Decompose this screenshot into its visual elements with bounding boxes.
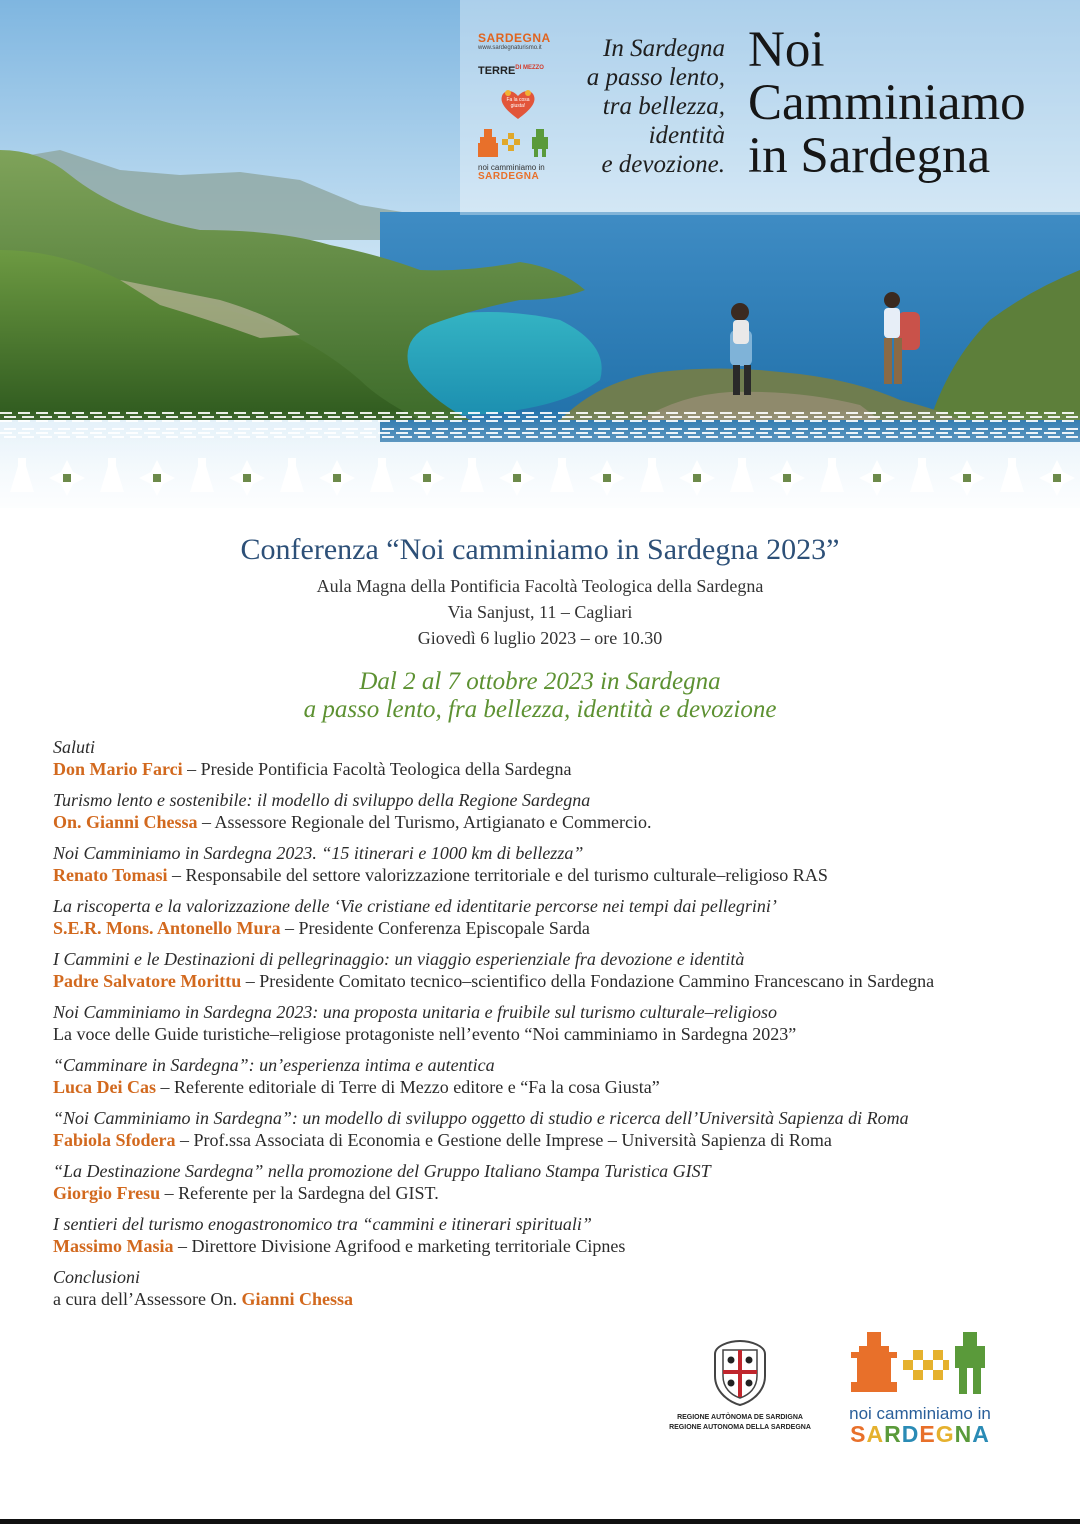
program-conclusion: Conclusioni a cura dell’Assessore On. Gianni Chessa <box>53 1267 353 1309</box>
speaker-role: – Referente per la Sardegna del GIST. <box>160 1183 439 1203</box>
program-item: La riscoperta e la valorizzazione delle ‘Vie cristiane ed identitarie percorse nei tempi dai pellegrini’ S.E.R. Mons. Antonello Mura – Presidente Conferenza Episcopale Sarda <box>53 896 777 938</box>
speaker-role: – Referente editoriale di Terre di Mezzo editore e “Fa la cosa Giusta” <box>156 1077 660 1097</box>
program-item: “Camminare in Sardegna”: un’esperienza intima e autentica Luca Dei Cas – Referente editoriale di Terre di Mezzo editore e “Fa la cosa Giusta” <box>53 1055 660 1097</box>
terre-di-mezzo-logo: $TERRE^{DI MEZZO}$ <box>478 65 544 77</box>
speaker-name: Luca Dei Cas <box>53 1077 156 1097</box>
event-datetime: Giovedì 6 luglio 2023 – ore 10.30 <box>417 628 663 648</box>
speaker-role: – Prof.ssa Associata di Economia e Gestione delle Imprese – Università Sapienza di Roma <box>175 1130 832 1150</box>
wordmark-letter: N <box>954 1421 973 1447</box>
wordmark-letter: R <box>884 1421 902 1447</box>
program-item: Turismo lento e sostenibile: il modello di sviluppo della Regione Sardegna On. Gianni Chessa – Assessore Regionale del Turismo, Artigianato e Commercio. <box>53 790 652 832</box>
wordmark-letter: A <box>866 1421 885 1447</box>
pixel-figures-icon <box>478 129 558 159</box>
speaker-name: On. Gianni Chessa <box>53 812 198 832</box>
hero-title: Noi Camminiamo in Sardegna <box>748 22 1026 184</box>
event-motto: a passo lento, fra bellezza, identità e devozione <box>303 696 777 723</box>
coat-of-arms-icon <box>711 1340 769 1406</box>
speaker-name: S.E.R. Mons. Antonello Mura <box>53 918 281 938</box>
regione-sardegna-logo: REGIONE AUTÒNOMA DE SARDIGNA REGIONE AUTONOMA DELLA SARDEGNA <box>660 1340 820 1433</box>
speaker-role: – Preside Pontificia Facoltà Teologica della Sardegna <box>182 759 572 779</box>
speaker-name: Fabiola Sfodera <box>53 1130 176 1150</box>
hero-banner <box>0 0 1080 508</box>
fa-la-cosa-giusta-logo: Fa la cosa giusta! <box>498 87 538 121</box>
sardegna-turismo-url: www.sardegnaturismo.it <box>478 45 542 51</box>
speaker-name: Renato Tomasi <box>53 865 168 885</box>
program-item: Saluti Don Mario Farci – Preside Pontificia Facoltà Teologica della Sardegna <box>53 737 572 779</box>
venue-address: Via Sanjust, 11 – Cagliari <box>447 602 633 622</box>
bottom-border <box>0 1519 1080 1524</box>
wordmark-letter: D <box>901 1421 920 1447</box>
noi-camminiamo-small-logo: noi camminiamo in SARDEGNA <box>478 129 560 182</box>
speaker-role: – Assessore Regionale del Turismo, Artigianato e Commercio. <box>197 812 652 832</box>
sardegna-wordmark <box>840 1422 1000 1446</box>
program-item: Noi Camminiamo in Sardegna 2023: una proposta unitaria e fruibile sul turismo culturale–religioso La voce delle Guide turistiche–religiose protagoniste nell’evento “Noi camminiamo in Sardegna 2023” <box>53 1002 797 1044</box>
program-item: “Noi Camminiamo in Sardegna”: un modello di sviluppo oggetto di studio e ricerca dell’Università Sapienza di Roma Fabiola Sfodera – Prof.ssa Associata di Economia e Gestione delle Imprese – Università Sapienza di Roma <box>53 1108 909 1150</box>
wordmark-letter: E <box>919 1421 936 1447</box>
partner-logos <box>478 32 564 182</box>
hero-tagline: In Sardegna a passo lento, tra bellezza, identità e devozione. <box>586 35 725 178</box>
conference-title: Conferenza “Noi camminiamo in Sardegna 2023” <box>240 533 840 566</box>
wordmark-letter: S <box>850 1421 867 1447</box>
program-item: I sentieri del turismo enogastronomico tra “cammini e itinerari spirituali” Massimo Masia – Direttore Divisione Agrifood e marketing territoriale Cipnes <box>53 1214 626 1256</box>
speaker-role: La voce delle Guide turistiche–religiose protagoniste nell’evento “Noi camminiamo in Sardegna 2023” <box>53 1024 797 1044</box>
speaker-name: Gianni Chessa <box>241 1289 353 1309</box>
wordmark-letter: A <box>972 1421 990 1447</box>
program-list <box>53 736 1053 1319</box>
speaker-role: – Presidente Conferenza Episcopale Sarda <box>280 918 590 938</box>
wordmark-letter: G <box>935 1421 955 1447</box>
program-item: “La Destinazione Sardegna” nella promozione del Gruppo Italiano Stampa Turistica GIST Giorgio Fresu – Referente per la Sardegna del GIST. <box>53 1161 711 1203</box>
program-item: I Cammini e le Destinazioni di pellegrinaggio: un viaggio esperienziale fra devozione e identità Padre Salvatore Morittu – Presidente Comitato tecnico–scientifico della Fondazione Cammino Francescano in Sardegna <box>53 949 935 991</box>
speaker-name: Massimo Masia <box>53 1236 174 1256</box>
program-item: Noi Camminiamo in Sardegna 2023. “15 itinerari e 1000 km di bellezza” Renato Tomasi – Responsabile del settore valorizzazione territoriale e del turismo culturale–religioso RAS <box>53 843 828 885</box>
speaker-role: – Presidente Comitato tecnico–scientifico della Fondazione Cammino Francescano in Sardegna <box>241 971 935 991</box>
event-dates: Dal 2 al 7 ottobre 2023 in Sardegna <box>359 668 721 695</box>
venue-name: Aula Magna della Pontificia Facoltà Teologica della Sardegna <box>316 576 764 596</box>
speaker-name: Don Mario Farci <box>53 759 183 779</box>
noi-camminiamo-logo: noi camminiamo in SARDEGNA <box>840 1330 1000 1446</box>
pixel-figures-icon <box>845 1330 995 1398</box>
speaker-name: Giorgio Fresu <box>53 1183 161 1203</box>
sardegna-turismo-logo: SARDEGNA <box>478 31 551 45</box>
speaker-role: – Direttore Divisione Agrifood e marketing territoriale Cipnes <box>173 1236 626 1256</box>
speaker-name: Padre Salvatore Morittu <box>53 971 242 991</box>
speaker-role: – Responsabile del settore valorizzazione territoriale e del turismo culturale–religioso RAS <box>167 865 828 885</box>
